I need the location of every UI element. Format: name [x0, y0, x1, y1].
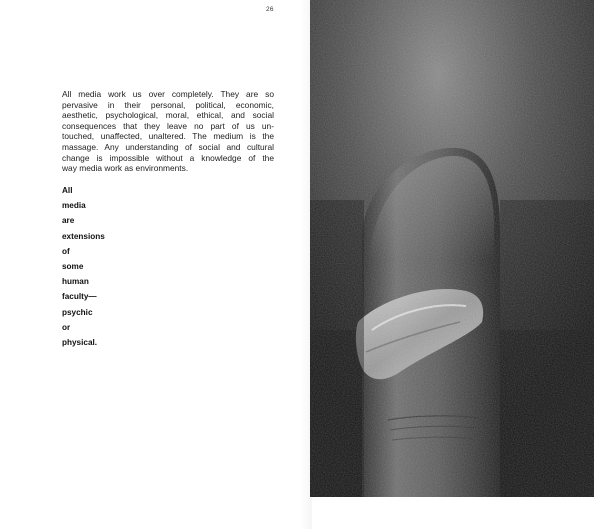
paragraph-line: consequences that they leave no part of us un-	[62, 120, 274, 131]
paragraph-line: touched, unaffected, unaltered. The medium is the	[62, 131, 274, 142]
fingertip-illustration	[310, 0, 594, 497]
stacked-word: some	[62, 262, 84, 272]
stacked-word: All	[62, 186, 73, 195]
fingertip-photo	[310, 0, 594, 497]
paragraph-line: aesthetic, psychological, moral, ethical, and social	[62, 110, 274, 121]
stacked-word: faculty—	[62, 292, 97, 302]
stacked-word: extensions	[62, 231, 105, 241]
stacked-word: physical.	[62, 338, 98, 348]
paragraph-line: All media work us over completely. They are so	[62, 89, 274, 99]
stacked-word: human	[62, 277, 89, 287]
paragraph-line: massage. Any understanding of social and cultural	[62, 141, 274, 152]
page-number: 26	[266, 6, 274, 13]
stacked-word: of	[62, 246, 70, 256]
paragraph-line: way media work as environments.	[62, 163, 189, 174]
paragraph-line: change is impossible without a knowledge of the	[62, 152, 274, 163]
stacked-word: psychic	[62, 307, 93, 317]
stacked-word: are	[62, 216, 75, 226]
stacked-word: media	[62, 201, 86, 211]
stacked-word: or	[62, 322, 71, 332]
stacked-quote	[62, 183, 105, 350]
body-paragraph	[62, 89, 274, 174]
paragraph-line: pervasive in their personal, political, economic,	[62, 99, 274, 110]
